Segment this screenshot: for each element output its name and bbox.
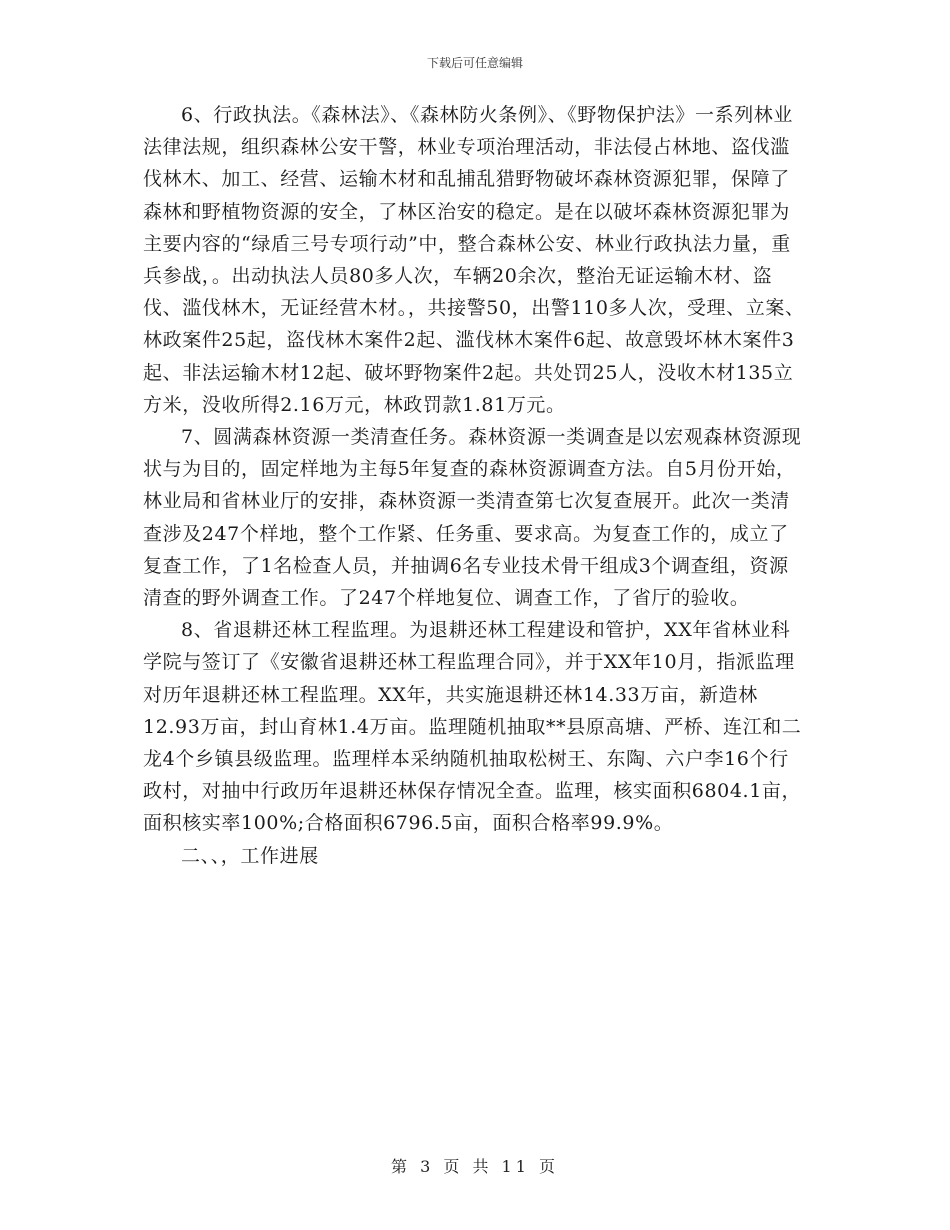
section-heading-work-progress: 二、、，工作进展 bbox=[181, 844, 319, 867]
paragraph-reforestation-supervision: 8、省退耕还林工程监理。为退耕还林工程建设和管护，XX年省林业科学院与签订了《安徽省退耕还林工程监理合同》，并于XX年10月，指派监理对历年退耕还林工程监理。XX年，共实施退耕还林14.33万亩，新造林12.93万亩，封山育林1.4万亩。监理随机抽取**县原高塘、严桥、连江和二龙4个乡镇县级监理。监理样本采纳随机抽取松树王、东陶、六户李16个行政村，对抽中行政历年退耕还林保存情况全查。监理，核实面积6804.1亩，面积核实率100%;合格面积6796.5亩，面积合格率99.9%。 bbox=[143, 619, 802, 835]
paragraph-law-enforcement: 6、行政执法。《森林法》、《森林防火条例》、《野物保护法》一系列林业法律法规，组织森林公安干警，林业专项治理活动，非法侵占林地、盗伐滥伐林木、加工、经营、运输木材和乱捕乱猎野物破坏森林资源犯罪，保障了森林和野植物资源的安全，了林区治安的稳定。是在以破坏森林资源犯罪为主要内容的“绿盾三号专项行动”中，整合森林公安、林业行政执法力量，重兵参战，。出动执法人员80多人次，车辆20余次，整治无证运输木材、盗伐、滥伐林木，无证经营木材。，共接警50，出警110多人次，受理、立案、林政案件25起，盗伐林木案件2起、滥伐林木案件6起、故意毁坏林木案件3起、非法运输木材12起、破坏野物案件2起。共处罚25人，没收木材135立方米，没收所得2.16万元，林政罚款1.81万元。 bbox=[143, 104, 805, 416]
page-footer: 第 3 页 共 11 页 bbox=[391, 1157, 559, 1176]
document-body bbox=[143, 99, 807, 872]
page-header: 下载后可任意编辑 bbox=[426, 56, 523, 70]
paragraph-forest-inventory: 7、圆满森林资源一类清查任务。森林资源一类调查是以宏观森林资源现状与为目的，固定样地为主每5年复查的森林资源调查方法。自5月份开始，林业局和省林业厅的安排，森林资源一类清查第七次复查展开。此次一类清查涉及247个样地，整个工作紧、任务重、要求高。为复查工作的，成立了复查工作，了1名检查人员，并抽调6名专业技术骨干组成3个调查组，资源清查的野外调查工作。了247个样地复位、调查工作，了省厅的验收。 bbox=[143, 426, 802, 610]
